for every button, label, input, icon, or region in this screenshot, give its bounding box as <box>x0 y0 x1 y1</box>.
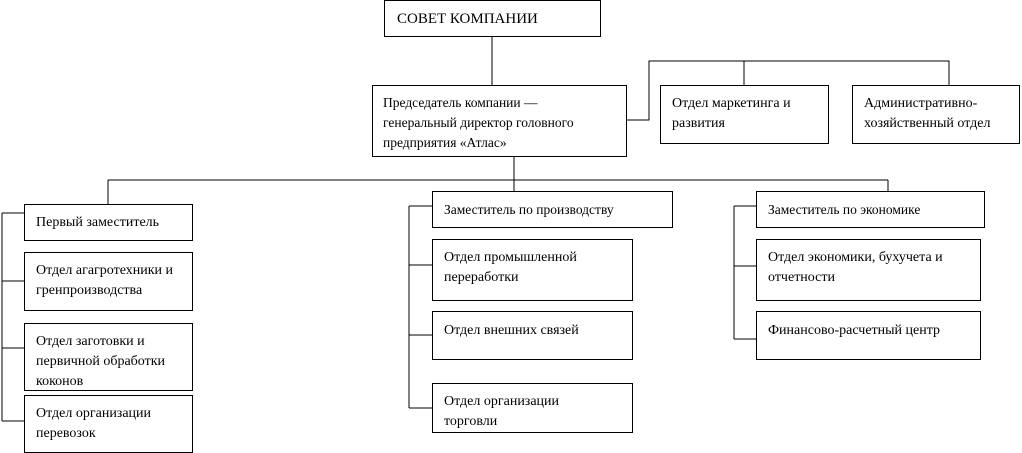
dept-economics-label: Отдел экономики, бухучета и отчетности <box>768 250 943 285</box>
marketing-label: Отдел маркетинга и развития <box>672 96 791 131</box>
first-deputy-label: Первый заместитель <box>36 215 160 230</box>
economics-deputy-box <box>756 191 985 228</box>
dept-trade-label: Отдел организации торговли <box>444 394 560 429</box>
dept-transport-box <box>24 395 193 453</box>
admin-label: Административно- хозяйственный отдел <box>864 96 991 131</box>
dept-external-label: Отдел внешних связей <box>444 323 579 338</box>
marketing-box <box>660 85 829 144</box>
dept-external-box <box>432 311 633 360</box>
chairman-label: Председатель компании — генеральный директор головного предприятия «Атлас» <box>383 95 574 150</box>
dept-procurement-box <box>24 323 193 391</box>
chairman-box <box>372 85 627 157</box>
dept-finance-box <box>756 311 981 360</box>
dept-transport-label: Отдел организации перевозок <box>36 406 152 441</box>
board-label: СОВЕТ КОМПАНИИ <box>397 11 538 27</box>
dept-industrial-box <box>432 239 633 301</box>
dept-finance-label: Финансово-расчетный центр <box>768 323 941 338</box>
board-box <box>384 0 601 37</box>
admin-box <box>852 85 1020 144</box>
production-deputy-box <box>432 191 673 228</box>
dept-agrotech-label: Отдел агагротехники и гренпроизводства <box>36 263 174 298</box>
dept-industrial-label: Отдел промышленной переработки <box>444 250 577 285</box>
production-deputy-label: Заместитель по производству <box>444 202 614 217</box>
economics-deputy-label: Заместитель по экономике <box>768 202 921 217</box>
dept-agrotech-box <box>24 252 193 311</box>
dept-trade-box <box>432 383 633 433</box>
first-deputy-box <box>24 204 193 241</box>
dept-economics-box <box>756 239 981 301</box>
dept-procurement-label: Отдел заготовки и первичной обработки коконов <box>36 334 166 389</box>
